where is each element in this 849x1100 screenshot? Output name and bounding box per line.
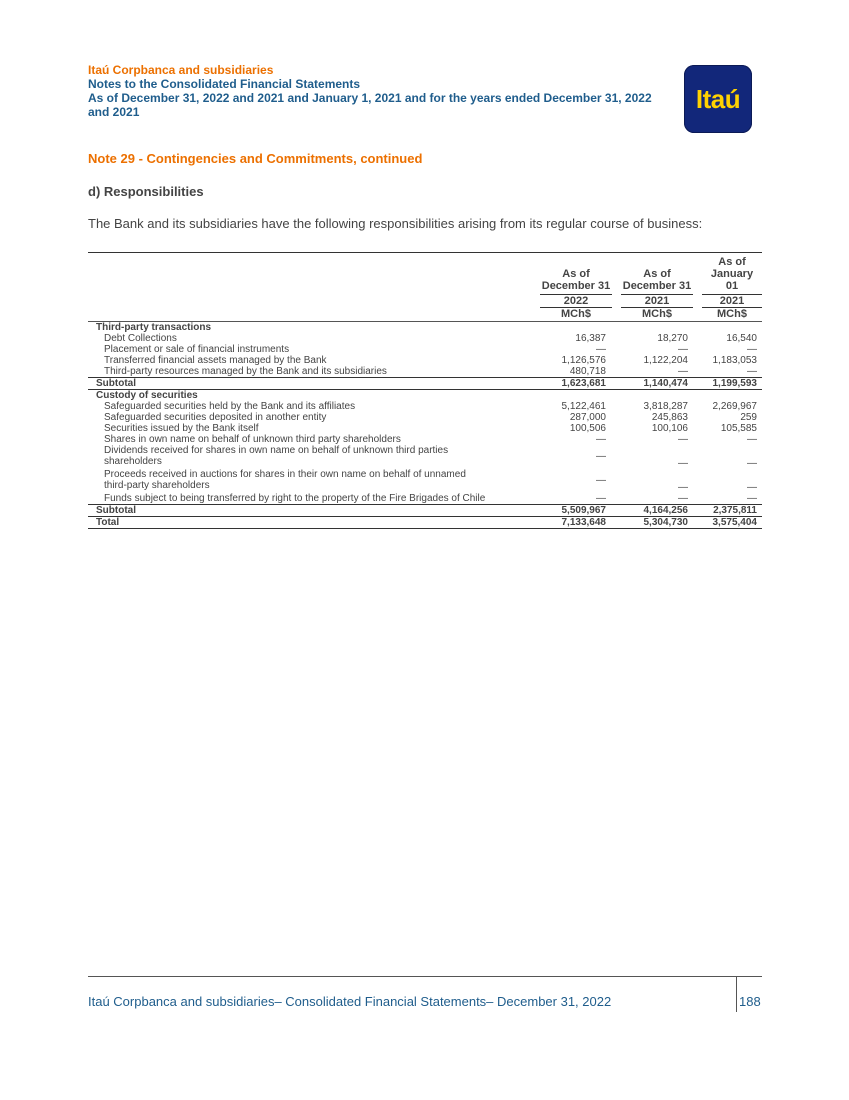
cell-jan-2021: 3,575,404 — [712, 517, 757, 528]
table-row — [88, 412, 762, 423]
table-row — [88, 493, 762, 504]
table-row — [88, 355, 762, 366]
subtotal-row-third-party — [88, 377, 762, 390]
cell-2022: 287,000 — [569, 412, 606, 423]
cell-2022: 480,718 — [569, 366, 606, 377]
section-header-custody — [88, 390, 762, 401]
intro-text: The Bank and its subsidiaries have the following responsibilities arising from its regular course of business: — [88, 216, 703, 231]
row-label-line: shareholders — [104, 456, 162, 467]
table-row — [88, 344, 762, 355]
column-unit: MCh$ — [702, 307, 762, 320]
cell-2021: — — [678, 458, 688, 469]
table-row — [88, 333, 762, 344]
cell-2021: 1,140,474 — [643, 378, 688, 389]
section-title: d) Responsibilities — [88, 184, 204, 199]
cell-2022: 100,506 — [569, 423, 606, 434]
section-label: Third-party transactions — [96, 322, 212, 333]
column-header-jan-2021 — [702, 256, 762, 320]
cell-jan-2021: 259 — [740, 412, 757, 423]
row-label: Funds subject to being transferred by right to the property of the Fire Brigades of Chile — [104, 493, 486, 504]
cell-2022: — — [596, 344, 606, 355]
cell-2022: 5,122,461 — [561, 401, 606, 412]
itau-logo — [684, 65, 752, 133]
cell-2022: — — [596, 493, 606, 504]
row-label: Securities issued by the Bank itself — [104, 423, 259, 434]
cell-2021: — — [678, 434, 688, 445]
cell-2022: 5,509,967 — [561, 505, 606, 516]
responsibilities-table — [88, 252, 762, 529]
row-label: Third-party resources managed by the Bank and its subsidiaries — [104, 366, 387, 377]
column-header-line: As of — [718, 256, 746, 268]
cell-jan-2021: 1,183,053 — [712, 355, 757, 366]
cell-jan-2021: 1,199,593 — [712, 378, 757, 389]
header-line-1: Notes to the Consolidated Financial Statements — [88, 77, 361, 91]
column-header-line: December 31 — [622, 280, 692, 292]
cell-2021: — — [678, 482, 688, 493]
table-row — [88, 401, 762, 412]
cell-2021: 3,818,287 — [643, 401, 688, 412]
total-row — [88, 517, 762, 529]
cell-2021: — — [678, 344, 688, 355]
footer-divider — [736, 977, 737, 1012]
row-label: Safeguarded securities deposited in another entity — [104, 412, 327, 423]
note-title: Note 29 - Contingencies and Commitments, continued — [88, 151, 423, 166]
footer-text: Itaú Corpbanca and subsidiaries– Consolidated Financial Statements– December 31, 2022 — [88, 994, 612, 1009]
row-label-line: Dividends received for shares in own name on behalf of unknown third parties — [104, 445, 449, 456]
column-header-line: As of — [643, 268, 671, 280]
column-header-line: 01 — [725, 280, 739, 292]
cell-2022: — — [596, 434, 606, 445]
section-label: Custody of securities — [96, 390, 198, 401]
row-label: Subtotal — [96, 378, 136, 389]
cell-2021: 4,164,256 — [643, 505, 688, 516]
row-label: Transferred financial assets managed by the Bank — [104, 355, 327, 366]
cell-2022: 1,126,576 — [561, 355, 606, 366]
column-year: 2021 — [621, 294, 693, 307]
footer-rule — [88, 976, 762, 977]
row-label-line: third-party shareholders — [104, 480, 210, 491]
cell-jan-2021: — — [747, 366, 757, 377]
column-header-2022 — [540, 268, 612, 320]
cell-2021: 5,304,730 — [643, 517, 688, 528]
table-row — [88, 423, 762, 434]
cell-jan-2021: — — [747, 493, 757, 504]
row-label: Subtotal — [96, 505, 136, 516]
row-label: Placement or sale of financial instruments — [104, 344, 290, 355]
cell-2022: 1,623,681 — [561, 378, 606, 389]
column-year: 2021 — [702, 294, 762, 307]
cell-jan-2021: 2,269,967 — [712, 401, 757, 412]
table-row — [88, 445, 762, 469]
cell-2021: — — [678, 493, 688, 504]
page-header — [88, 63, 688, 119]
table-row — [88, 366, 762, 377]
column-header-line: December 31 — [541, 280, 611, 292]
table-row — [88, 469, 762, 493]
header-line-3: and 2021 — [88, 105, 140, 119]
cell-jan-2021: 16,540 — [726, 333, 757, 344]
header-line-2: As of December 31, 2022 and 2021 and January 1, 2021 and for the years ended December 31, 2022 — [88, 91, 652, 105]
row-label: Debt Collections — [104, 333, 177, 344]
table-column-headers — [88, 253, 762, 322]
cell-2021: 100,106 — [651, 423, 688, 434]
cell-2021: 245,863 — [651, 412, 688, 423]
row-label: Shares in own name on behalf of unknown third party shareholders — [104, 434, 401, 445]
cell-jan-2021: — — [747, 458, 757, 469]
row-label — [88, 469, 544, 491]
row-label: Total — [96, 517, 120, 528]
column-unit: MCh$ — [540, 307, 612, 320]
row-label — [88, 445, 544, 467]
cell-2022: 7,133,648 — [561, 517, 606, 528]
page-number: 188 — [739, 994, 761, 1009]
cell-jan-2021: 105,585 — [720, 423, 757, 434]
cell-jan-2021: — — [747, 344, 757, 355]
row-label: Safeguarded securities held by the Bank and its affiliates — [104, 401, 356, 412]
cell-2022: 16,387 — [575, 333, 606, 344]
cell-2022: — — [596, 451, 606, 462]
column-header-2021 — [621, 268, 693, 320]
section-header-third-party — [88, 322, 762, 333]
logo-text: Itaú — [695, 83, 741, 114]
subtotal-row-custody — [88, 504, 762, 517]
column-header-line: January — [710, 268, 754, 280]
column-year: 2022 — [540, 294, 612, 307]
cell-jan-2021: 2,375,811 — [713, 505, 757, 516]
table-row — [88, 434, 762, 445]
cell-jan-2021: — — [747, 482, 757, 493]
company-name: Itaú Corpbanca and subsidiaries — [88, 63, 274, 77]
cell-2021: 1,122,204 — [643, 355, 688, 366]
cell-jan-2021: — — [747, 434, 757, 445]
column-unit: MCh$ — [621, 307, 693, 320]
row-label-line: Proceeds received in auctions for shares in their own name on behalf of unnamed — [104, 469, 466, 480]
cell-2022: — — [596, 475, 606, 486]
column-header-line: As of — [562, 268, 590, 280]
cell-2021: — — [678, 366, 688, 377]
cell-2021: 18,270 — [657, 333, 688, 344]
